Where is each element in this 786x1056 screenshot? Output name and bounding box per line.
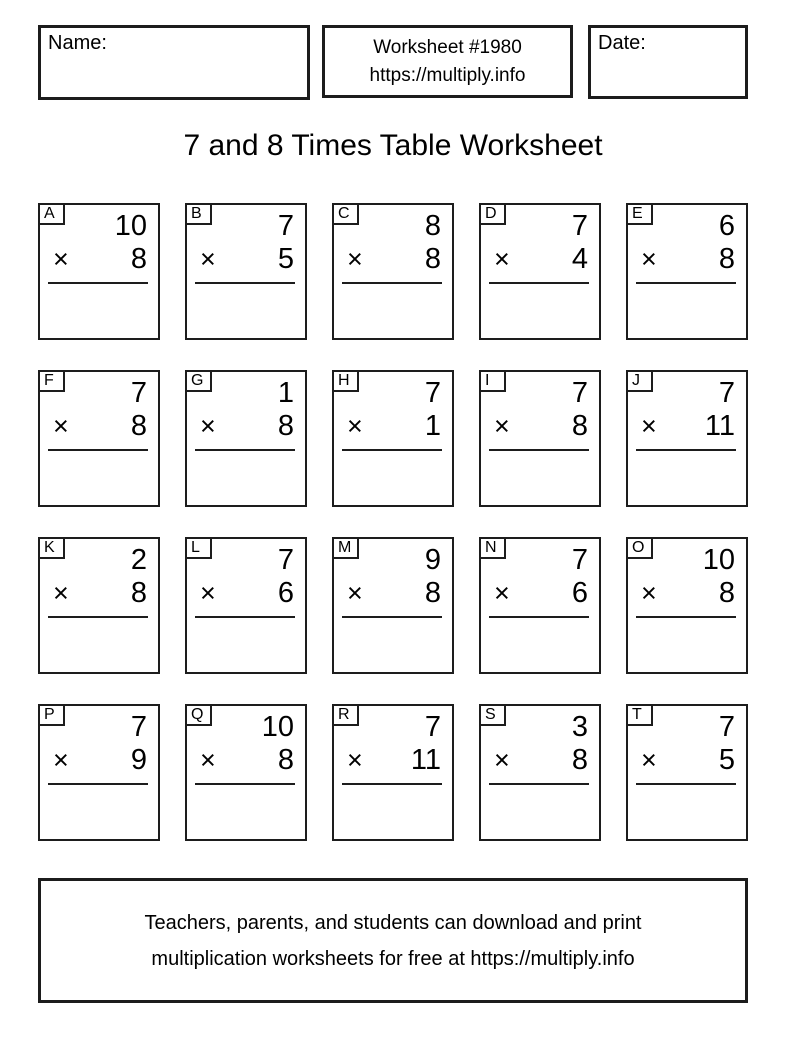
answer-space bbox=[334, 451, 452, 495]
name-box bbox=[38, 25, 310, 100]
multiply-icon: × bbox=[494, 578, 510, 608]
multiplicand: 7 bbox=[718, 377, 735, 409]
answer-space bbox=[334, 284, 452, 328]
problem-label: A bbox=[40, 205, 65, 225]
multiply-icon: × bbox=[53, 411, 69, 441]
multiplier: 8 bbox=[571, 744, 588, 776]
problem-cell-m bbox=[332, 537, 454, 674]
problem-cell-p bbox=[38, 704, 160, 841]
problem-cell-i bbox=[479, 370, 601, 507]
answer-space bbox=[40, 284, 158, 328]
multiply-icon: × bbox=[641, 745, 657, 775]
footer-line-2: multiplication worksheets for free at https://multiply.info bbox=[151, 947, 635, 970]
answer-space bbox=[481, 618, 599, 662]
multiplier: 8 bbox=[424, 243, 441, 275]
answer-space bbox=[628, 451, 746, 495]
multiplier: 8 bbox=[130, 577, 147, 609]
answer-space bbox=[628, 785, 746, 829]
worksheet-info-box bbox=[322, 25, 573, 98]
problem-label: K bbox=[40, 539, 65, 559]
problem-label: N bbox=[481, 539, 506, 559]
multiplicand: 9 bbox=[424, 544, 441, 576]
problem-label: R bbox=[334, 706, 359, 726]
answer-space bbox=[481, 451, 599, 495]
footer-box bbox=[38, 878, 748, 1003]
page-title: 7 and 8 Times Table Worksheet bbox=[183, 129, 603, 162]
multiply-icon: × bbox=[53, 244, 69, 274]
multiplicand: 6 bbox=[718, 210, 735, 242]
problem-label: T bbox=[628, 706, 653, 726]
multiply-icon: × bbox=[200, 411, 216, 441]
problem-cell-e bbox=[626, 203, 748, 340]
answer-space bbox=[40, 618, 158, 662]
answer-space bbox=[40, 785, 158, 829]
worksheet-number: Worksheet #1980 bbox=[373, 36, 522, 58]
multiplicand: 10 bbox=[261, 711, 294, 743]
worksheet-url: https://multiply.info bbox=[369, 64, 526, 86]
multiplicand: 7 bbox=[130, 377, 147, 409]
answer-space bbox=[40, 451, 158, 495]
multiplier: 8 bbox=[571, 410, 588, 442]
multiplicand: 7 bbox=[424, 377, 441, 409]
multiply-icon: × bbox=[200, 745, 216, 775]
problem-label: O bbox=[628, 539, 653, 559]
multiplicand: 7 bbox=[571, 210, 588, 242]
multiplicand: 7 bbox=[424, 711, 441, 743]
multiplier: 8 bbox=[277, 744, 294, 776]
problem-cell-q bbox=[185, 704, 307, 841]
problem-cell-t bbox=[626, 704, 748, 841]
answer-space bbox=[187, 451, 305, 495]
multiplicand: 7 bbox=[571, 544, 588, 576]
problem-label: J bbox=[628, 372, 653, 392]
multiplier: 8 bbox=[130, 243, 147, 275]
problem-cell-d bbox=[479, 203, 601, 340]
answer-space bbox=[334, 785, 452, 829]
multiplicand: 7 bbox=[277, 544, 294, 576]
multiplier: 5 bbox=[277, 243, 294, 275]
multiply-icon: × bbox=[641, 578, 657, 608]
multiplicand: 7 bbox=[277, 210, 294, 242]
problem-cell-s bbox=[479, 704, 601, 841]
problem-label: L bbox=[187, 539, 212, 559]
multiplier: 5 bbox=[718, 744, 735, 776]
answer-space bbox=[187, 284, 305, 328]
answer-space bbox=[481, 284, 599, 328]
multiplicand: 8 bbox=[424, 210, 441, 242]
problem-cell-g bbox=[185, 370, 307, 507]
problem-label: P bbox=[40, 706, 65, 726]
multiplicand: 10 bbox=[114, 210, 147, 242]
footer-line-1: Teachers, parents, and students can download and print bbox=[144, 911, 642, 934]
problem-cell-r bbox=[332, 704, 454, 841]
multiply-icon: × bbox=[200, 578, 216, 608]
multiplicand: 7 bbox=[718, 711, 735, 743]
problem-cell-k bbox=[38, 537, 160, 674]
multiply-icon: × bbox=[494, 745, 510, 775]
multiply-icon: × bbox=[347, 745, 363, 775]
multiplicand: 7 bbox=[571, 377, 588, 409]
multiply-icon: × bbox=[494, 411, 510, 441]
multiplier: 8 bbox=[718, 243, 735, 275]
multiply-icon: × bbox=[641, 244, 657, 274]
answer-space bbox=[187, 785, 305, 829]
multiplier: 11 bbox=[704, 410, 735, 442]
answer-space bbox=[481, 785, 599, 829]
problem-cell-c bbox=[332, 203, 454, 340]
problems-grid bbox=[38, 203, 748, 841]
multiplicand: 10 bbox=[702, 544, 735, 576]
multiply-icon: × bbox=[53, 745, 69, 775]
answer-space bbox=[334, 618, 452, 662]
problem-cell-b bbox=[185, 203, 307, 340]
multiply-icon: × bbox=[347, 244, 363, 274]
problem-label: S bbox=[481, 706, 506, 726]
multiplier: 4 bbox=[571, 243, 588, 275]
multiply-icon: × bbox=[347, 578, 363, 608]
problem-cell-j bbox=[626, 370, 748, 507]
answer-space bbox=[187, 618, 305, 662]
multiplier: 8 bbox=[130, 410, 147, 442]
multiplier: 6 bbox=[277, 577, 294, 609]
answer-space bbox=[628, 284, 746, 328]
problem-cell-n bbox=[479, 537, 601, 674]
problem-label: H bbox=[334, 372, 359, 392]
multiplicand: 7 bbox=[130, 711, 147, 743]
multiply-icon: × bbox=[494, 244, 510, 274]
problem-label: B bbox=[187, 205, 212, 225]
multiply-icon: × bbox=[200, 244, 216, 274]
date-box bbox=[588, 25, 748, 99]
multiply-icon: × bbox=[53, 578, 69, 608]
problem-label: C bbox=[334, 205, 359, 225]
problem-label: M bbox=[334, 539, 359, 559]
multiplier: 6 bbox=[571, 577, 588, 609]
multiplier: 8 bbox=[277, 410, 294, 442]
problem-label: I bbox=[481, 372, 506, 392]
multiplier: 8 bbox=[424, 577, 441, 609]
problem-label: F bbox=[40, 372, 65, 392]
problem-cell-h bbox=[332, 370, 454, 507]
multiply-icon: × bbox=[347, 411, 363, 441]
multiplier: 1 bbox=[424, 410, 441, 442]
problem-label: D bbox=[481, 205, 506, 225]
problem-cell-f bbox=[38, 370, 160, 507]
multiplicand: 3 bbox=[571, 711, 588, 743]
multiply-icon: × bbox=[641, 411, 657, 441]
problem-cell-o bbox=[626, 537, 748, 674]
multiplicand: 1 bbox=[277, 377, 294, 409]
problem-cell-a bbox=[38, 203, 160, 340]
multiplier: 8 bbox=[718, 577, 735, 609]
problem-label: Q bbox=[187, 706, 212, 726]
multiplicand: 2 bbox=[130, 544, 147, 576]
problem-label: E bbox=[628, 205, 653, 225]
name-label: Name: bbox=[48, 32, 107, 54]
date-label: Date: bbox=[598, 32, 646, 54]
multiplier: 11 bbox=[410, 744, 441, 776]
multiplier: 9 bbox=[130, 744, 147, 776]
problem-label: G bbox=[187, 372, 212, 392]
problem-cell-l bbox=[185, 537, 307, 674]
answer-space bbox=[628, 618, 746, 662]
